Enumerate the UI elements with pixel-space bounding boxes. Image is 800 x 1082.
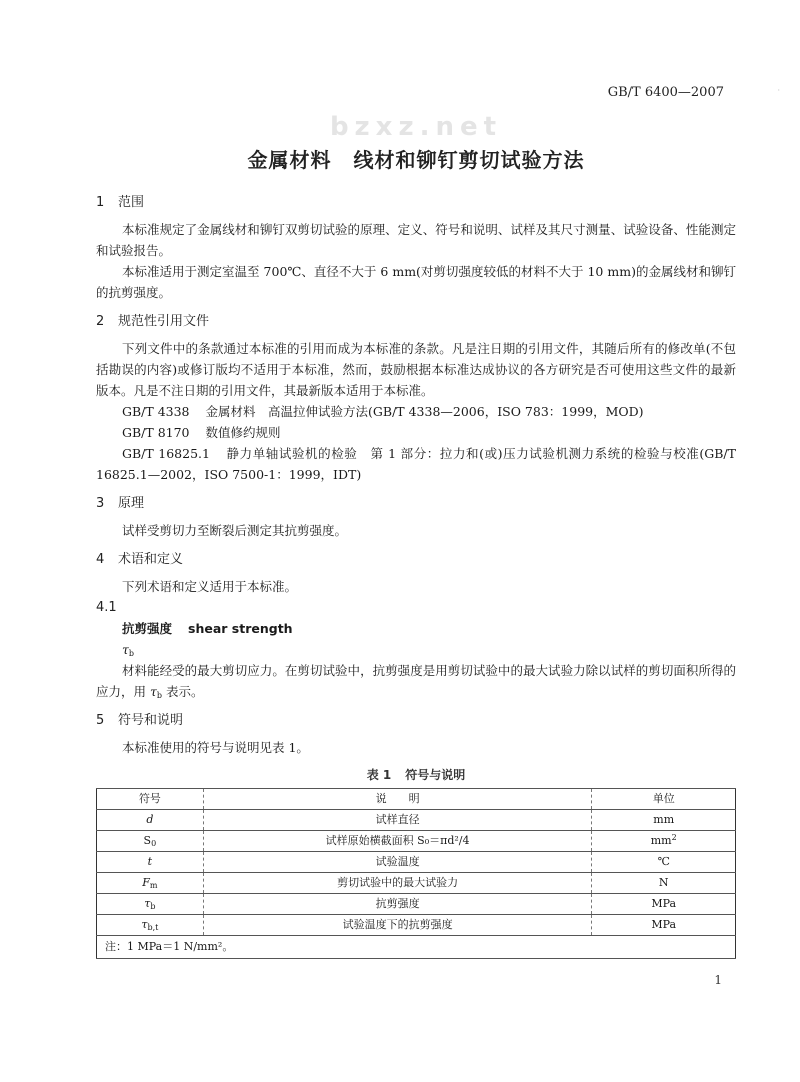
table-caption	[96, 766, 736, 784]
term-symbol-subscript: b	[128, 649, 135, 658]
symbol-cell	[97, 894, 204, 915]
term-symbol	[96, 639, 736, 660]
unit-cell	[592, 831, 736, 852]
standard-code: GB/T 6400—2007	[607, 85, 724, 100]
definition-symbol: τ	[149, 684, 157, 699]
section-heading	[96, 192, 736, 213]
definition-symbol-subscript: b	[156, 691, 163, 700]
column-header-symbol: 符号	[97, 789, 204, 810]
section-title: 术语和定义	[118, 552, 184, 567]
table-title: 符号与说明	[405, 768, 466, 782]
section-number: 3	[96, 496, 105, 511]
unit-cell	[592, 915, 736, 936]
table-row	[97, 852, 736, 873]
page-footer	[96, 969, 736, 988]
term-entry	[96, 618, 736, 639]
table-row	[97, 894, 736, 915]
document-title	[96, 146, 736, 174]
symbol-char: S	[143, 834, 152, 847]
section-heading	[96, 311, 736, 332]
description-cell: 试验温度下的抗剪强度	[203, 915, 592, 936]
reference-code: GB/T 8170	[122, 425, 190, 440]
definition-text-1: 材料能经受的最大剪切应力。在剪切试验中，抗剪强度是用剪切试验中的最大试验力除以试样的剪切面积所得的应力，用	[96, 663, 736, 699]
symbols-table	[96, 788, 736, 959]
table-row	[97, 831, 736, 852]
section-5	[96, 710, 736, 758]
section-3	[96, 493, 736, 541]
section-heading	[96, 493, 736, 514]
paragraph: 下列文件中的条款通过本标准的引用而成为本标准的条款。凡是注日期的引用文件，其随后所有的修改单(不包括勘误的内容)或修订版均不适用于本标准，然而，鼓励根据本标准达成协议的各方研究是否可使用这些文件的最新版本。凡是不注日期的引用文件，其最新版本适用于本标准。	[96, 341, 736, 398]
section-1	[96, 192, 736, 303]
unit-superscript: 2	[671, 833, 677, 842]
description-cell: 剪切试验中的最大试验力	[203, 873, 592, 894]
unit-cell	[592, 810, 736, 831]
reference-item	[96, 401, 736, 422]
symbol-cell	[97, 852, 204, 873]
unit-cell	[592, 894, 736, 915]
paragraph: 试样受剪切力至断裂后测定其抗剪强度。	[122, 523, 348, 538]
symbol-subscript: b	[150, 902, 156, 911]
reference-title: 数值修约规则	[205, 425, 281, 440]
section-4	[96, 549, 736, 702]
description-cell: 抗剪强度	[203, 894, 592, 915]
reference-item	[96, 443, 736, 485]
symbol-char: t	[147, 855, 153, 868]
page-header	[96, 84, 780, 106]
reference-item	[96, 422, 736, 443]
subsection-number: 4.1	[96, 600, 117, 615]
table-row	[97, 810, 736, 831]
section-heading	[96, 710, 736, 731]
paragraph: 本标准规定了金属线材和铆钉双剪切试验的原理、定义、符号和说明、试样及其尺寸测量、试验设备、性能测定和试验报告。	[96, 222, 736, 258]
section-title: 原理	[118, 496, 145, 511]
title-part-1: 金属材料	[247, 148, 332, 172]
section-title: 符号和说明	[118, 713, 184, 728]
watermark: bzxz.net	[329, 112, 503, 142]
reference-title: 金属材料 高温拉伸试验方法(GB/T 4338—2006，ISO 783：1999，MOD)	[205, 404, 644, 419]
section-title: 范围	[118, 195, 145, 210]
watermark-row	[96, 110, 736, 144]
table-note-row	[97, 936, 736, 959]
table-header-row	[97, 789, 736, 810]
section-title: 规范性引用文件	[118, 314, 210, 329]
symbol-subscript: 0	[151, 839, 157, 848]
table-row	[97, 873, 736, 894]
symbol-cell	[97, 810, 204, 831]
unit-cell	[592, 852, 736, 873]
symbol-cell	[97, 831, 204, 852]
table-note: 注：1 MPa＝1 N/mm²。	[97, 936, 736, 959]
description-cell: 试样原始横截面积 S₀＝πd²/4	[203, 831, 592, 852]
symbol-char: τ	[141, 918, 148, 931]
description-cell: 试验温度	[203, 852, 592, 873]
symbol-char: τ	[144, 897, 151, 910]
paragraph: 本标准使用的符号与说明见表 1。	[122, 740, 309, 755]
unit-text: ℃	[657, 855, 670, 868]
symbol-cell	[97, 915, 204, 936]
column-header-unit: 单位	[592, 789, 736, 810]
symbol-char: d	[146, 813, 154, 826]
unit-text: N	[658, 876, 669, 889]
term-chinese: 抗剪强度	[122, 621, 173, 636]
section-2	[96, 311, 736, 485]
unit-text: MPa	[651, 918, 677, 931]
reference-title: 静力单轴试验机的检验 第 1 部分：拉力和(或)压力试验机测力系统的检验与校准(GB/T 16825.1—2002，ISO 7500-1：1999，IDT)	[96, 446, 736, 482]
section-number: 5	[96, 713, 105, 728]
paragraph: 本标准适用于测定室温至 700℃、直径不大于 6 mm(对剪切强度较低的材料不大于 10 mm)的金属线材和铆钉的抗剪强度。	[96, 264, 736, 300]
unit-text: MPa	[651, 897, 677, 910]
edge-mark: ·	[777, 86, 780, 95]
symbol-subscript: b,t	[147, 923, 159, 932]
term-symbol-char: τ	[122, 642, 129, 657]
section-number: 4	[96, 552, 105, 567]
reference-code: GB/T 16825.1	[122, 446, 210, 461]
symbol-subscript: m	[149, 881, 158, 890]
section-heading	[96, 549, 736, 570]
description-cell: 试样直径	[203, 810, 592, 831]
term-definition	[96, 660, 736, 702]
symbol-cell	[97, 873, 204, 894]
title-part-2: 线材和铆钉剪切试验方法	[353, 148, 585, 172]
table-number: 表 1	[366, 768, 392, 782]
unit-cell	[592, 873, 736, 894]
column-header-description: 说 明	[203, 789, 592, 810]
symbol-char: F	[142, 876, 150, 889]
unit-text: mm	[650, 834, 672, 847]
page-number: 1	[714, 973, 722, 987]
section-number: 1	[96, 195, 105, 210]
term-english: shear strength	[188, 621, 293, 636]
section-number: 2	[96, 314, 105, 329]
definition-text-2: 表示。	[162, 684, 204, 699]
table-row	[97, 915, 736, 936]
reference-code: GB/T 4338	[122, 404, 190, 419]
unit-text: mm	[653, 813, 675, 826]
paragraph: 下列术语和定义适用于本标准。	[122, 579, 298, 594]
